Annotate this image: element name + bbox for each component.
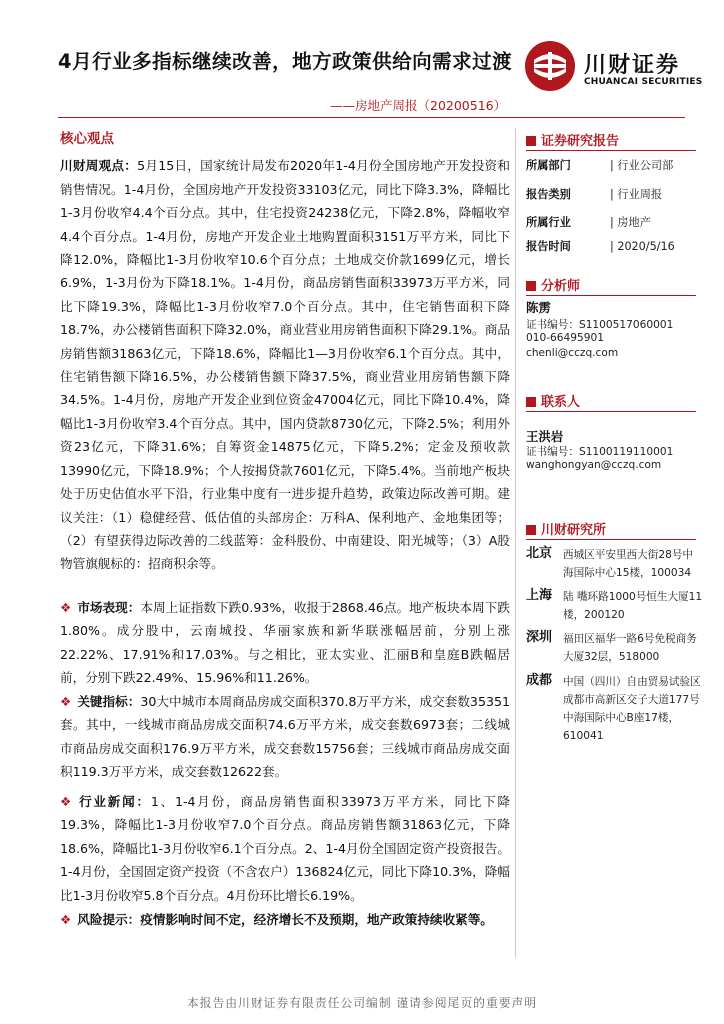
square-bullet-icon [526,525,536,535]
bullet-text: 30大中城市本周商品房成交面积370.8万平方米，成交套数35351套。其中，一线城市商品房成交面积74.6万平方米，成交套数6973套；二线城市商品房成交面积176.9万平方米，成交套数15756套；三线城市商品房成交面积119.3万平方米，成交套数12622套。 [60,694,510,780]
address-shanghai: 陆 嘴环路1000号恒生大厦11楼，200120 [563,591,703,621]
square-bullet-icon [526,397,536,407]
bullet-text: 本周上证指数下跌0.93%，收报于2868.46点。地产板块本周下跌1.80%。成分股中，云南城投、华丽家族和新华联涨幅居前，分别上涨22.22%、17.91%和17.03%。与之相比，亚太实业、汇丽B和皇庭B跌幅居前，分别下跌22.49%、15.96%和11.26%。 [60,600,510,686]
header-divider [58,117,685,118]
address-chengdu: 中国（四川）自由贸易试验区成都市高新区交子大道177号中海国际中心B座17楼，610041 [563,676,701,742]
core-view-heading: 核心观点 [60,131,114,147]
core-view-section [60,128,510,576]
contact-email[interactable]: wanghongyan@cczq.com [526,459,662,471]
column-divider [515,128,516,958]
bullet-indicators [60,690,510,784]
bullet-text: 1、1-4月份，商品房销售面积33973万平方米，同比下降19.3%，降幅比1-3月份收窄7.0个百分点。商品房销售额31863亿元，下降18.6%，降幅比1-3月份收窄6.1个百分点。2、1-4月份全国固定资产投资报告。1-4月份，全国固定资产投资（不含农户）136824亿元，同比下降10.3%，降幅比1-3月份收窄5.8个百分点。4月份环比增长6.19%。 [60,794,511,903]
bullet-risk [60,908,510,931]
report-info-heading: 证券研究报告 [526,130,698,149]
analyst-heading: 分析师 [526,275,698,294]
info-row-date: 报告时间 | 2020/5/16 [526,240,675,253]
city-chengdu: 成都 [526,673,553,688]
company-logo-text: 川财证券 [584,53,681,78]
city-shenzhen: 深圳 [526,630,553,645]
report-subtitle: ——房地产周报（20200516） [330,98,507,113]
company-logo-english: CHUANCAI SECURITIES [584,77,703,87]
diamond-icon: ❖ [60,694,72,709]
square-bullet-icon [526,136,536,146]
diamond-icon: ❖ [60,600,72,615]
diamond-icon: ❖ [60,912,72,927]
company-logo-icon [524,40,576,92]
contact-name: 王洪岩 [526,429,564,444]
info-row-department: 所属部门 | 行业公司部 [526,159,674,172]
institute-heading: 川财研究所 [526,519,698,538]
core-view-text: 5月15日，国家统计局发布2020年1-4月份全国房地产开发投资和销售情况。1-4月份，全国房地产开发投资33103亿元，同比下降3.3%，降幅比1-3月份收窄4.4个百分点。其中，住宅投资24238亿元，下降2.8%，降幅收窄4.4个百分点。1-4月份，房地产开发企业土地购置面积3151万平方米，同比下降12.0%，降幅比1-3月份收窄10.6个百分点；土地成交价款1699亿元，增长6.9%，1-3月份为下降18.1%。1-4月份，商品房销售面积33973万平方米，同比下降19.3%，降幅比1-3月份收窄7.0个百分点。其中，住宅销售面积下降18.7%，办公楼销售面积下降32.0%，商业营业用房销售面积下降29.1%。商品房销售额31863亿元，下降18.6%，降幅比1—3月份收窄6.1个百分点。其中，住宅销售额下降16.5%，办公楼销售额下降37.5%，商业营业用房销售额下降34.5%。1-4月份，房地产开发企业到位资金47004亿元，同比下降10.4%，降幅比1-3月份收窄3.4个百分点。其中，国内贷款8730亿元，下降2.5%；利用外资23亿元，下降31.6%；自筹资金14875亿元，下降5.2%；定金及预收款13990亿元，下降18.9%；个人按揭贷款7601亿元，下降5.4%。当前地产板块处于历史估值水平下沿，行业集中度有一进步提升趋势，政策边际改善可期。建议关注：（1）稳健经营、低估值的头部房企：万科A、保利地产、金地集团等；（2）有望获得边际改善的二线蓝筹：金科股份、中南建设、阳光城等；（3）A股物管旗舰标的：招商积余等。 [60,158,510,572]
report-title: 4月行业多指标继续改善，地方政策供给向需求过渡 [58,50,513,73]
address-shenzhen: 福田区福华一路6号免税商务大厦32层，518000 [563,633,697,663]
contact-cert: 证书编号：S1100119110001 [526,446,674,458]
core-view-lead-label: 川财周观点： [60,158,138,174]
analyst-email[interactable]: chenli@cczq.com [526,347,619,359]
analyst-cert: 证书编号：S1100517060001 [526,319,674,331]
bullet-label: 市场表现： [77,600,141,615]
bullet-label: 行业新闻： [79,794,151,809]
analyst-phone: 010-66495901 [526,332,604,344]
bullet-label: 风险提示： [77,912,141,927]
bullet-news [60,790,510,907]
info-row-category: 报告类别 | 行业周报 [526,188,663,201]
report-info-divider [526,150,696,151]
contact-heading: 联系人 [526,391,698,410]
city-shanghai: 上海 [526,588,553,603]
institute-divider [526,539,696,540]
core-view-paragraph [60,154,510,575]
bullet-text: 疫情影响时间不定，经济增长不及预期，地产政策持续收紧等。 [140,912,493,927]
square-bullet-icon [526,281,536,291]
bullet-market [60,596,510,690]
info-row-industry: 所属行业 | 房地产 [526,216,651,229]
address-beijing: 西城区平安里西大街28号中海国际中心15楼，100034 [563,549,694,579]
bullet-label: 关键指标： [77,694,141,709]
diamond-icon: ❖ [60,794,74,809]
contact-divider [526,411,696,412]
analyst-divider [526,295,696,296]
page-footer: 本报告由川财证券有限责任公司编制 谨请参阅尾页的重要声明 [186,996,538,1010]
analyst-name: 陈雳 [526,300,551,315]
city-beijing: 北京 [526,546,553,561]
